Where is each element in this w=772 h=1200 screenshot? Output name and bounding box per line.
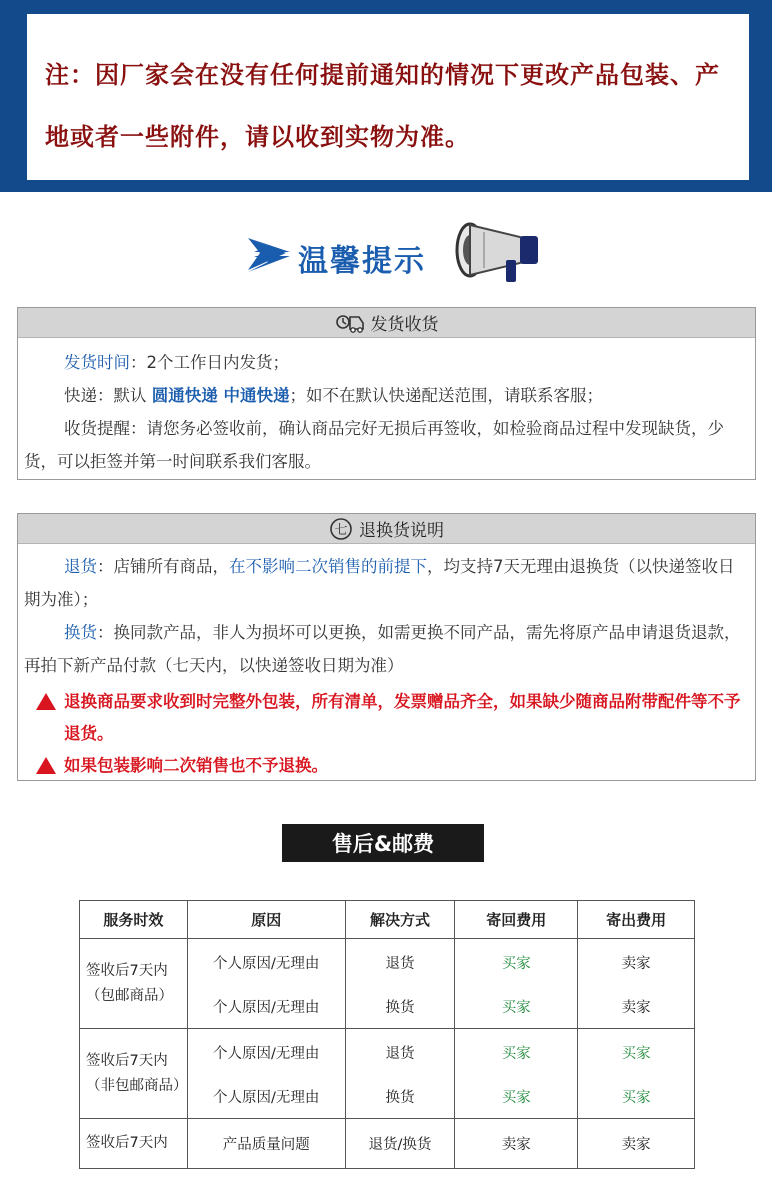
- receive-reminder: 收货提醒：请您务必签收前，确认商品完好无损后再签收，如检验商品过程中发现缺货，少货，可以拒签并第一时间联系我们客服。: [24, 419, 724, 471]
- solution-cell: 退货: [345, 1029, 455, 1076]
- express-rest: ；如不在默认快递配送范围，请联系客服；: [289, 386, 603, 405]
- reason-cell: 个人原因/无理由: [187, 986, 345, 1029]
- shipping-time: [24, 346, 749, 379]
- return-policy: [24, 550, 749, 616]
- warning-2-text: 如果包装影响二次销售也不予退换。: [64, 756, 328, 775]
- return-text-a: ：店铺所有商品，: [97, 557, 229, 576]
- megaphone-icon: [454, 220, 544, 290]
- reason-cell: 个人原因/无理由: [187, 1076, 345, 1119]
- reason-cell: 产品质量问题: [187, 1119, 345, 1169]
- solution-cell: 换货: [345, 1076, 455, 1119]
- shipping-time-value: ：2个工作日内发货；: [130, 353, 289, 372]
- period-cell: 签收后7天内（包邮商品）: [80, 939, 188, 1029]
- table-header-row: [80, 901, 695, 939]
- exchange-text: ：换同款产品，非人为损坏可以更换，如需更换不同产品，需先将原产品申请退货退款，再拍下新产品付款（七天内，以快递签收日期为准）: [24, 623, 741, 675]
- tips-heading: [240, 218, 560, 288]
- return-label: 退货: [64, 557, 97, 576]
- notice-box: [27, 14, 749, 180]
- express-carriers: 圆通快递 中通快递: [151, 386, 290, 405]
- table-row: [80, 1029, 695, 1076]
- after-sales-table: [79, 900, 695, 1169]
- solution-cell: 退货/换货: [345, 1119, 455, 1169]
- returns-panel: [17, 513, 756, 781]
- warning-2: [24, 750, 749, 782]
- tips-title: 温馨提示: [298, 244, 426, 279]
- col-header-return-fee: 寄回费用: [455, 901, 578, 939]
- return-highlight: 在不影响二次销售的前提下: [229, 557, 427, 576]
- warning-1-text: 退换商品要求收到时完整外包装，所有清单，发票赠品齐全，如果缺少随商品附带配件等不予退货。: [64, 692, 741, 743]
- reason-cell: 个人原因/无理由: [187, 1029, 345, 1076]
- svg-text:七: 七: [334, 522, 348, 538]
- exchange-label: 换货: [64, 623, 97, 642]
- col-header-send-fee: 寄出费用: [578, 901, 695, 939]
- returns-header: [18, 514, 755, 544]
- seven-days-icon: [329, 517, 353, 541]
- send-fee-cell: 买家: [578, 1029, 695, 1076]
- return-fee-cell: 买家: [455, 986, 578, 1029]
- returns-title: 退换货说明: [359, 521, 444, 541]
- shipping-time-label: 发货时间: [64, 353, 130, 372]
- after-sales-title: 售后&邮费: [282, 824, 484, 862]
- return-text-b: ，均支持7天无理由退换货（以快递签收日期为准）；: [24, 557, 735, 609]
- notice-text: 注：因厂家会在没有任何提前通知的情况下更改产品包装、产地或者一些附件，请以收到实物为准。: [45, 61, 720, 151]
- col-header-solution: 解决方式: [345, 901, 455, 939]
- send-fee-cell: 卖家: [578, 986, 695, 1029]
- chevron-icon: [246, 232, 296, 280]
- shipping-title: 发货收货: [370, 315, 439, 335]
- solution-cell: 退货: [345, 939, 455, 986]
- send-fee-cell: 卖家: [578, 1119, 695, 1169]
- col-header-period: 服务时效: [80, 901, 188, 939]
- notice-banner: [0, 0, 772, 192]
- return-fee-cell: 买家: [455, 939, 578, 986]
- shipping-express: [24, 379, 749, 412]
- exchange-policy: [24, 616, 749, 682]
- delivery-truck-icon: [335, 312, 365, 334]
- warning-triangle-icon: [24, 686, 64, 750]
- warning-1: [24, 686, 749, 750]
- table-row: [80, 1119, 695, 1169]
- express-label: 快递：默认: [64, 386, 152, 405]
- shipping-header: [18, 308, 755, 338]
- reason-cell: 个人原因/无理由: [187, 939, 345, 986]
- send-fee-cell: 买家: [578, 1076, 695, 1119]
- period-cell: 签收后7天内: [80, 1119, 188, 1169]
- warning-triangle-icon: [24, 750, 64, 782]
- solution-cell: 换货: [345, 986, 455, 1029]
- return-fee-cell: 买家: [455, 1029, 578, 1076]
- shipping-panel: [17, 307, 756, 480]
- return-fee-cell: 卖家: [455, 1119, 578, 1169]
- col-header-reason: 原因: [187, 901, 345, 939]
- table-row: [80, 939, 695, 986]
- send-fee-cell: 卖家: [578, 939, 695, 986]
- period-cell: 签收后7天内（非包邮商品）: [80, 1029, 188, 1119]
- return-fee-cell: 买家: [455, 1076, 578, 1119]
